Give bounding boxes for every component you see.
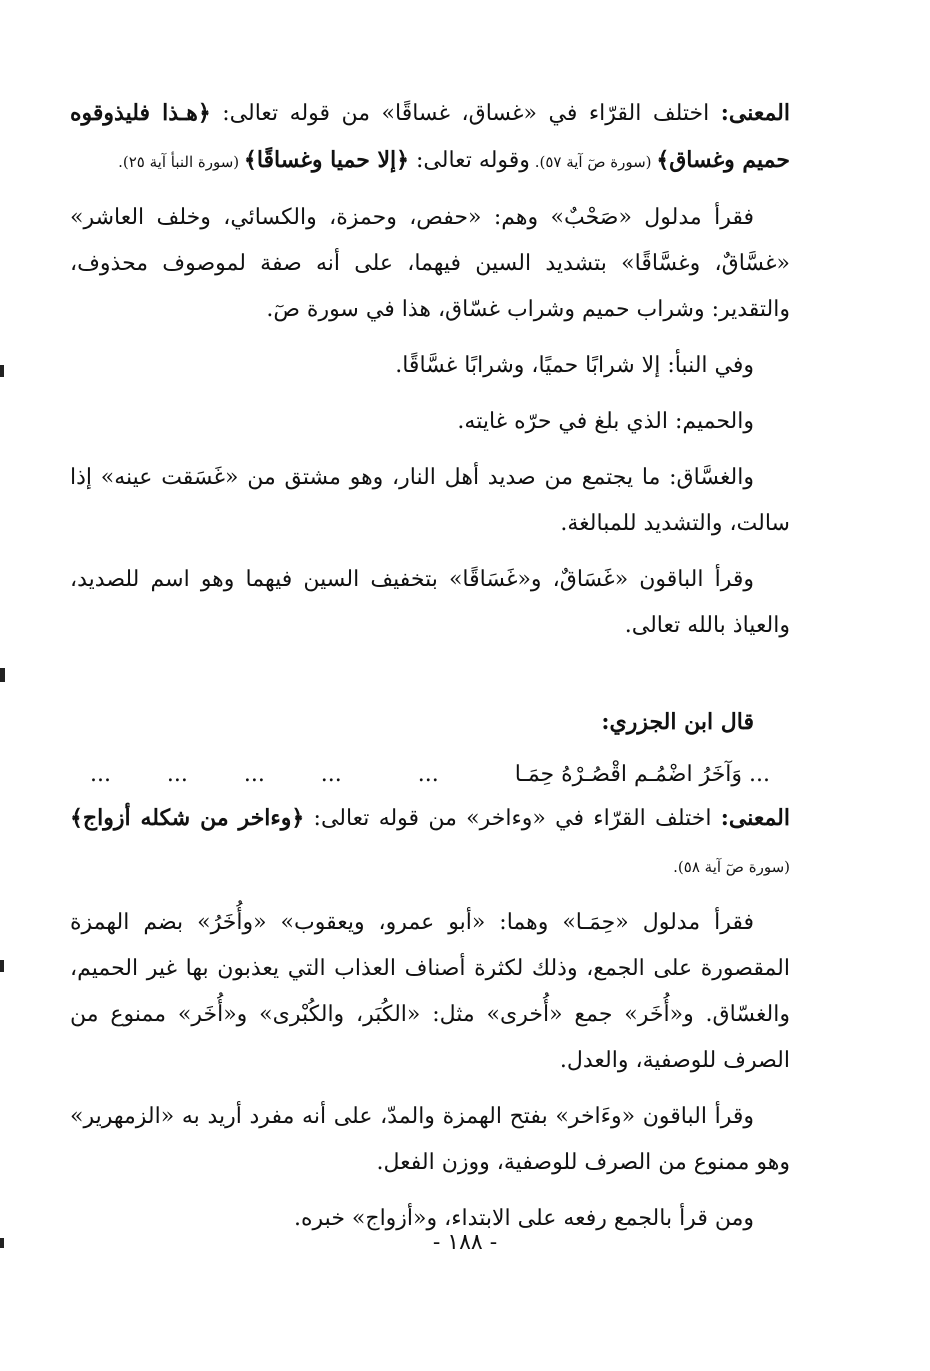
- meaning-label: المعنى:: [720, 805, 790, 831]
- scan-edge-mark: [0, 668, 5, 682]
- quran-quote: ﴿هـذا فليذوقوه حميم وغساق﴾: [70, 100, 790, 173]
- body-paragraph: وقرأ الباقون «وءَاخر» بفتح الهمزة والمدّ، على أنه مفرد أريد به «الزمهرير» وهو ممنوع من الصرف للوصفية، ووزن الفعل.: [70, 1104, 790, 1175]
- body-paragraph: فقرأ مدلول «صَحْبٌ» وهم: «حفص، وحمزة، والكسائي، وخلف العاشر» «غسَّاقٌ، وغسَّاقًا» بتشديد السين فيهما، على أنه صفة لموصوف محذوف، والتقدير: وشراب حميم وشراب غسّاق، هذا في سورة صٓ.: [70, 205, 790, 322]
- body-paragraph: فقرأ مدلول «حِمَـا» وهما: «أبو عمرو، ويعقوب» «وأُخَرُ» بضم الهمزة المقصورة على الجمع، وذلك لكثرة أصناف العذاب التي يعذبون بها غير الحميم، والغسّاق. و«أُخَر» جمع «أُخرى» مثل: «الكُبَر، والكُبْرى» و«أُخَر» ممنوع من الصرف للوصفية، والعدل.: [70, 910, 790, 1073]
- scan-edge-mark: [0, 365, 4, 377]
- quran-quote: ﴿وءاخر من شكله أزواج﴾: [70, 805, 305, 831]
- body-paragraph: وقرأ الباقون «غَسَاقٌ، و«غَسَاقًا» بتخفيف السين فيهما وهو اسم للصديد، والعياذ بالله تعالى.: [70, 567, 790, 638]
- meaning-text: اختلف القرّاء في «وءاخر» من قوله تعالى:: [304, 806, 721, 831]
- surah-reference: (سورة صٓ آية ٥٨).: [673, 858, 790, 876]
- verse-hemistich: ... وَآخَرُ اضْمُـم اقْصُـرْهُ حِمَـا: [514, 762, 770, 787]
- body-paragraph: وفي النبأ: إلا شرابًا حميًا، وشرابًا غسَّاقًا.: [395, 353, 754, 378]
- quran-quote: ﴿إلا حميا وغساقًا﴾: [243, 147, 410, 173]
- meaning-paragraph-1: [70, 90, 790, 185]
- meaning-paragraph-2: [70, 795, 790, 890]
- body-paragraph: والحميم: الذي بلغ في حرّه غايته.: [457, 409, 754, 434]
- poem-line: [70, 755, 790, 795]
- meaning-text: اختلف القرّاء في «غساق، غساقًا» من قوله تعالى:: [210, 101, 721, 126]
- surah-reference: (سورة صٓ آية ٥٧).: [529, 153, 657, 171]
- scan-edge-mark: [0, 1238, 4, 1248]
- body-paragraph: والغسَّاق: ما يجتمع من صديد أهل النار، وهو مشتق من «غَسَقت عينه» إذا سالت، والتشديد للمبالغة.: [70, 465, 790, 536]
- meaning-text: وقوله تعالى:: [409, 148, 530, 173]
- scan-edge-mark: [0, 960, 4, 972]
- verse-heading: قال ابن الجزري:: [601, 709, 754, 735]
- verse-ellipsis: ...: [417, 762, 439, 787]
- page-number: - ١٨٨ -: [432, 1230, 498, 1255]
- surah-reference: (سورة النبأ آية ٢٥).: [118, 153, 244, 171]
- document-page: [70, 90, 790, 1252]
- meaning-label: المعنى:: [720, 100, 790, 126]
- body-paragraph: ومن قرأ بالجمع رفعه على الابتداء، و«أزواج» خبره.: [294, 1206, 754, 1231]
- verse-block: [70, 699, 790, 795]
- verse-ellipsis: ... ... ... ...: [90, 762, 342, 787]
